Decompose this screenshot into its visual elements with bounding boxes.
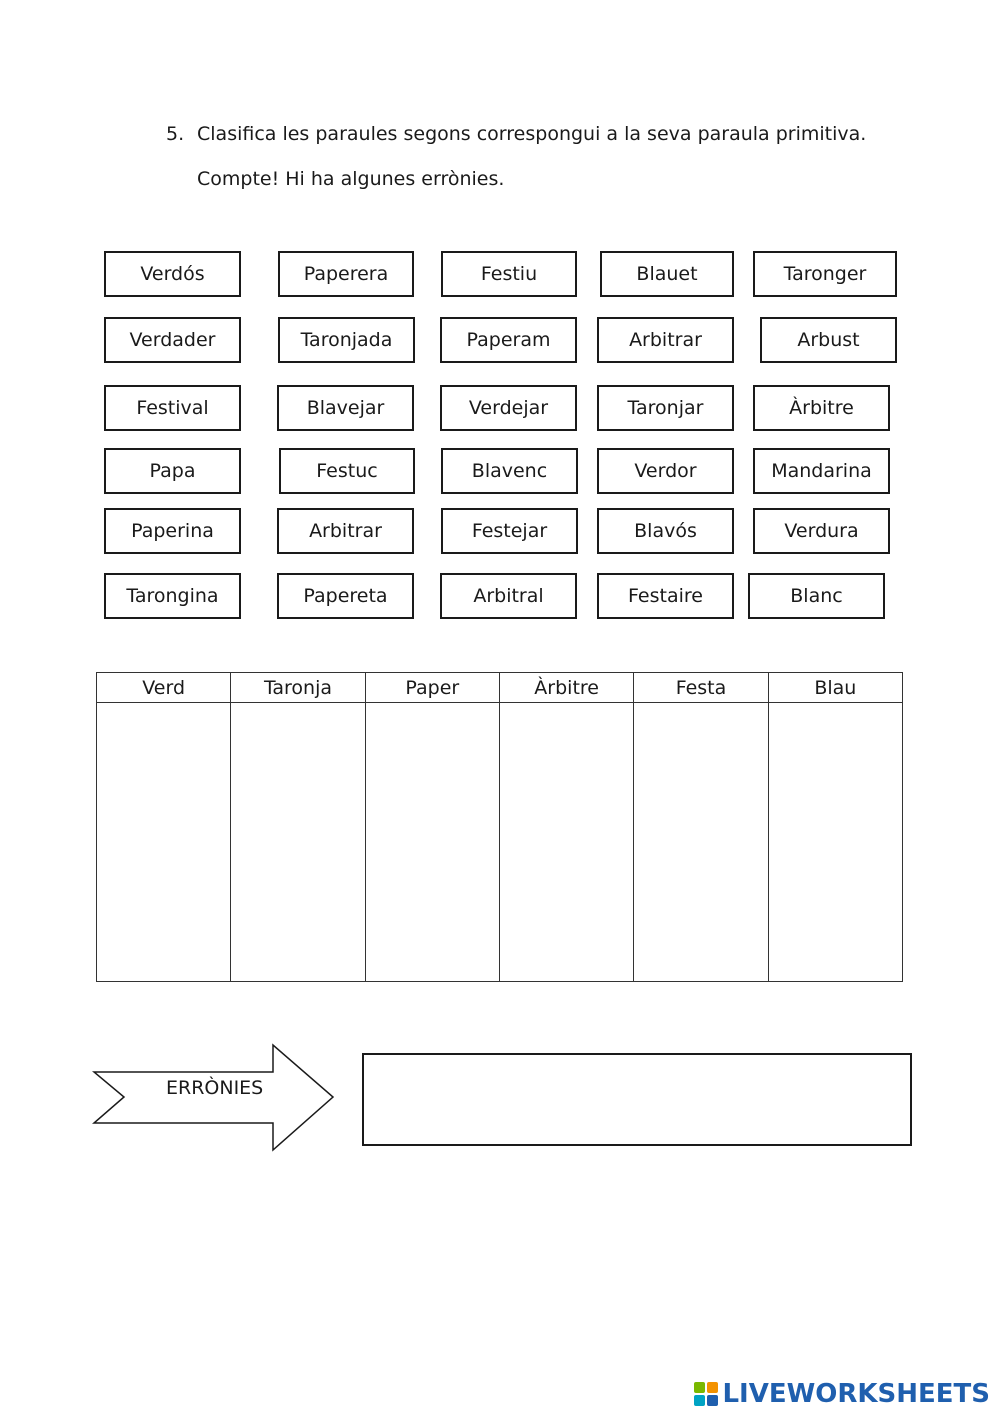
word-card[interactable]: Blavós xyxy=(597,508,734,554)
word-card[interactable]: Blauet xyxy=(600,251,734,297)
classification-table xyxy=(96,672,903,982)
column-header-arbitre: Àrbitre xyxy=(499,673,633,703)
word-card[interactable]: Papa xyxy=(104,448,241,494)
drop-zone-paper[interactable] xyxy=(365,703,499,982)
word-card[interactable]: Verdader xyxy=(104,317,241,363)
wrong-words-drop-zone[interactable] xyxy=(362,1053,912,1146)
word-card[interactable]: Festejar xyxy=(441,508,578,554)
word-card[interactable]: Paperam xyxy=(440,317,577,363)
drop-zone-verd[interactable] xyxy=(97,703,231,982)
word-card[interactable]: Arbitrar xyxy=(277,508,414,554)
word-card[interactable]: Taronjada xyxy=(278,317,415,363)
word-card[interactable]: Arbitral xyxy=(440,573,577,619)
drop-zone-blau[interactable] xyxy=(768,703,902,982)
word-card[interactable]: Arbitrar xyxy=(597,317,734,363)
instruction-line-2: Compte! Hi ha algunes errònies. xyxy=(197,168,505,190)
word-card[interactable]: Verdura xyxy=(753,508,890,554)
exercise-number: 5. xyxy=(166,123,185,145)
wrong-words-label: ERRÒNIES xyxy=(166,1077,264,1099)
word-card[interactable]: Arbust xyxy=(760,317,897,363)
drop-zone-festa[interactable] xyxy=(634,703,768,982)
instruction-line-1: Clasifica les paraules segons correspongui a la seva paraula primitiva. xyxy=(197,123,867,145)
liveworksheets-logo xyxy=(694,1376,990,1412)
column-header-verd: Verd xyxy=(97,673,231,703)
word-card[interactable]: Festaire xyxy=(597,573,734,619)
word-card[interactable]: Festiu xyxy=(441,251,577,297)
word-card[interactable]: Taronjar xyxy=(597,385,734,431)
word-card[interactable]: Paperera xyxy=(278,251,414,297)
word-card[interactable]: Verdejar xyxy=(440,385,577,431)
word-card[interactable]: Tarongina xyxy=(104,573,241,619)
word-card[interactable]: Papereta xyxy=(277,573,414,619)
word-card[interactable]: Festival xyxy=(104,385,241,431)
table-row xyxy=(97,703,903,982)
word-card[interactable]: Mandarina xyxy=(753,448,890,494)
word-card[interactable]: Verdós xyxy=(104,251,241,297)
word-card[interactable]: Verdor xyxy=(597,448,734,494)
logo-icon xyxy=(694,1382,718,1406)
word-card[interactable]: Festuc xyxy=(279,448,415,494)
word-card[interactable]: Blavejar xyxy=(277,385,414,431)
logo-text: LIVEWORKSHEETS xyxy=(722,1379,990,1409)
word-card[interactable]: Taronger xyxy=(753,251,897,297)
column-header-taronja: Taronja xyxy=(231,673,365,703)
table-header-row xyxy=(97,673,903,703)
column-header-paper: Paper xyxy=(365,673,499,703)
drop-zone-taronja[interactable] xyxy=(231,703,365,982)
word-card[interactable]: Paperina xyxy=(104,508,241,554)
column-header-festa: Festa xyxy=(634,673,768,703)
drop-zone-arbitre[interactable] xyxy=(499,703,633,982)
word-card[interactable]: Àrbitre xyxy=(753,385,890,431)
word-card[interactable]: Blavenc xyxy=(441,448,578,494)
word-card[interactable]: Blanc xyxy=(748,573,885,619)
column-header-blau: Blau xyxy=(768,673,902,703)
